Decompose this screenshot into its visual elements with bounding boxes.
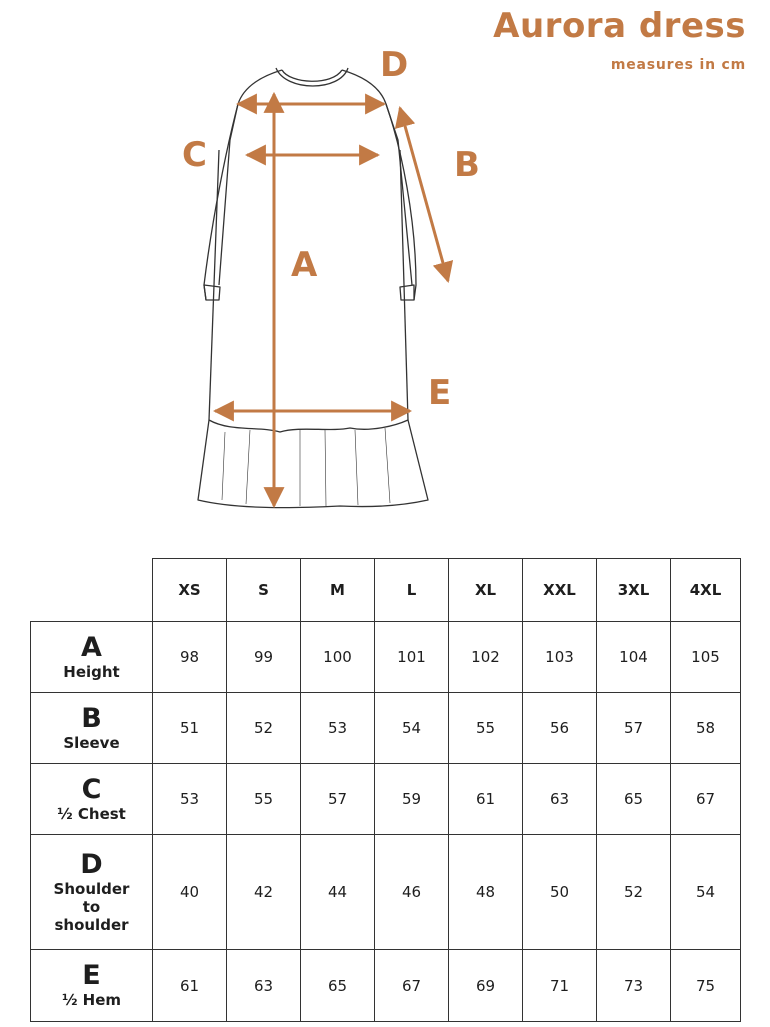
- row-name: ½ Hem: [61, 991, 122, 1009]
- row-letter: E: [82, 960, 101, 991]
- row-letter: B: [81, 702, 102, 734]
- size-header: S: [227, 559, 301, 622]
- row-name: Sleeve: [63, 733, 120, 752]
- size-header: 3XL: [597, 559, 671, 622]
- row-header: [31, 622, 153, 693]
- table-cell: 55: [449, 693, 523, 764]
- table-cell: 67: [671, 764, 741, 835]
- table-cell: 57: [301, 764, 375, 835]
- size-table: [30, 558, 741, 1022]
- table-cell: 46: [375, 835, 449, 950]
- table-cell: 65: [301, 950, 375, 1022]
- row-letter: A: [81, 631, 102, 663]
- size-header: XXL: [523, 559, 597, 622]
- arrow-b: [400, 108, 448, 281]
- table-cell: 105: [671, 622, 741, 693]
- table-cell: 69: [449, 950, 523, 1022]
- table-cell: 42: [227, 835, 301, 950]
- row-name: Height: [63, 662, 120, 681]
- table-cell: 58: [671, 693, 741, 764]
- table-cell: 100: [301, 622, 375, 693]
- label-d: D: [380, 45, 409, 85]
- table-cell: 59: [375, 764, 449, 835]
- table-cell: 67: [375, 950, 449, 1022]
- table-cell: 75: [671, 950, 741, 1022]
- table-cell: 55: [227, 764, 301, 835]
- table-cell: 61: [449, 764, 523, 835]
- row-header: [31, 835, 153, 950]
- table-cell: 54: [375, 693, 449, 764]
- size-header: M: [301, 559, 375, 622]
- table-cell: 61: [153, 950, 227, 1022]
- table-cell: 57: [597, 693, 671, 764]
- table-cell: 53: [301, 693, 375, 764]
- table-row: [31, 835, 741, 950]
- table-cell: 104: [597, 622, 671, 693]
- label-b: B: [454, 145, 480, 185]
- size-header: XL: [449, 559, 523, 622]
- row-letter: D: [80, 848, 103, 880]
- label-e: E: [428, 373, 452, 413]
- label-a: A: [291, 245, 318, 285]
- table-cell: 54: [671, 835, 741, 950]
- size-header: XS: [153, 559, 227, 622]
- table-cell: 103: [523, 622, 597, 693]
- table-cell: 52: [597, 835, 671, 950]
- table-cell: 71: [523, 950, 597, 1022]
- table-cell: 51: [153, 693, 227, 764]
- table-cell: 53: [153, 764, 227, 835]
- table-cell: 48: [449, 835, 523, 950]
- table-cell: 63: [227, 950, 301, 1022]
- row-name: Shoulder to shoulder: [53, 879, 130, 934]
- size-header: 4XL: [671, 559, 741, 622]
- table-cell: 40: [153, 835, 227, 950]
- table-row: [31, 622, 741, 693]
- table-cell: 52: [227, 693, 301, 764]
- row-header: [31, 950, 153, 1022]
- table-cell: 44: [301, 835, 375, 950]
- row-name: ½ Chest: [57, 804, 126, 823]
- table-row: [31, 693, 741, 764]
- table-row: [31, 764, 741, 835]
- corner-cell: [31, 559, 153, 622]
- table-cell: 101: [375, 622, 449, 693]
- table-cell: 63: [523, 764, 597, 835]
- label-c: C: [182, 135, 207, 175]
- row-header: [31, 693, 153, 764]
- table-cell: 98: [153, 622, 227, 693]
- row-header: [31, 764, 153, 835]
- table-cell: 102: [449, 622, 523, 693]
- size-header-row: [31, 559, 741, 622]
- row-letter: C: [81, 773, 102, 805]
- table-cell: 50: [523, 835, 597, 950]
- table-cell: 99: [227, 622, 301, 693]
- size-header: L: [375, 559, 449, 622]
- table-cell: 56: [523, 693, 597, 764]
- dress-outline: [198, 68, 428, 508]
- table-row: [31, 950, 741, 1022]
- table-cell: 73: [597, 950, 671, 1022]
- page-title: Aurora dress: [493, 6, 746, 46]
- page-subtitle: measures in cm: [610, 57, 746, 73]
- table-cell: 65: [597, 764, 671, 835]
